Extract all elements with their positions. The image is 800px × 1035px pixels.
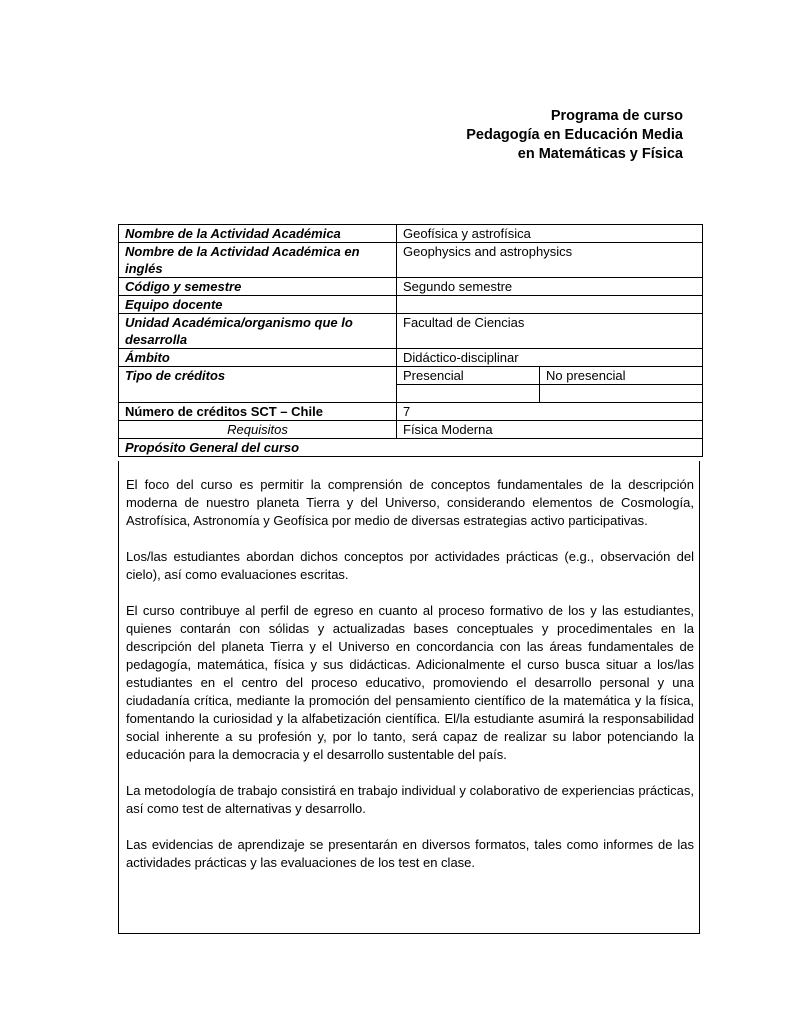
proposito-label: Propósito General del curso [119, 439, 703, 457]
unidad-value: Facultad de Ciencias [397, 314, 703, 349]
proposito-text [126, 476, 694, 890]
tipo-presencial-value [397, 385, 540, 403]
ambito-value: Didáctico-disciplinar [397, 349, 703, 367]
table-row [119, 367, 703, 385]
header-line-1: Programa de curso [550, 108, 683, 124]
requisitos-label: Requisitos [119, 421, 397, 439]
nombre-en-label: Nombre de la Actividad Académica en inglés [119, 243, 397, 278]
tipo-label: Tipo de créditos [119, 367, 397, 403]
table-row [119, 296, 703, 314]
paragraph: El curso contribuye al perfil de egreso en cuanto al proceso formativo de los y las estudiantes, quienes contarán con sólidas y actualizadas bases conceptuales y procedimentales en la descripción del planeta Tierra y el Universo en concordancia con las áreas fundamentales de pedagogía, matemática, física y sus didácticas. Adicionalmente el curso busca situar a los/las estudiantes en el centro del proceso educativo, promoviendo el desarrollo personal y una ciudadanía crítica, mediante la promoción del pensamiento científico de la matemática y la física, fomentando la curiosidad y la alfabetización científica. El/la estudiante asumirá la responsabilidad social inherente a su profesión y, por lo tanto, será capaz de realizar su labor potenciando la educación para la democracia y el desarrollo sustentable del país. [126, 603, 694, 762]
equipo-label: Equipo docente [119, 296, 397, 314]
table-row [119, 403, 703, 421]
table-row [119, 439, 703, 457]
equipo-value [397, 296, 703, 314]
tipo-presencial: Presencial [397, 367, 540, 385]
paragraph: Los/las estudiantes abordan dichos conceptos por actividades prácticas (e.g., observación del cielo), así como evaluaciones escritas. [126, 549, 694, 582]
table-row [119, 349, 703, 367]
table-row [119, 421, 703, 439]
codigo-value: Segundo semestre [397, 278, 703, 296]
nombre-value: Geofísica y astrofísica [397, 225, 703, 243]
unidad-label: Unidad Académica/organismo que lo desarrolla [119, 314, 397, 349]
document-header [400, 107, 683, 164]
paragraph: El foco del curso es permitir la comprensión de conceptos fundamentales de la descripción moderna de nuestro planeta Tierra y del Universo, considerando elementos de Cosmología, Astrofísica, Astronomía y Geofísica por medio de diversas estrategias activo participativas. [126, 477, 694, 528]
table-row [119, 278, 703, 296]
numero-value: 7 [397, 403, 703, 421]
header-line-3: en Matemáticas y Física [517, 146, 683, 162]
nombre-en-value: Geophysics and astrophysics [397, 243, 703, 278]
table-row [119, 225, 703, 243]
course-info-table [118, 224, 703, 457]
table-row [119, 243, 703, 278]
codigo-label: Código y semestre [119, 278, 397, 296]
paragraph: Las evidencias de aprendizaje se presentarán en diversos formatos, tales como informes de las actividades prácticas y las evaluaciones de los test en clase. [126, 837, 694, 870]
table-row [119, 314, 703, 349]
numero-label: Número de créditos SCT – Chile [119, 403, 397, 421]
proposito-content-box [118, 461, 700, 934]
tipo-no-presencial-value [540, 385, 703, 403]
tipo-no-presencial: No presencial [540, 367, 703, 385]
requisitos-value: Física Moderna [397, 421, 703, 439]
nombre-label: Nombre de la Actividad Académica [119, 225, 397, 243]
header-line-2: Pedagogía en Educación Media [466, 127, 683, 143]
ambito-label: Ámbito [119, 349, 397, 367]
paragraph: La metodología de trabajo consistirá en trabajo individual y colaborativo de experiencias prácticas, así como test de alternativas y desarrollo. [126, 783, 694, 816]
